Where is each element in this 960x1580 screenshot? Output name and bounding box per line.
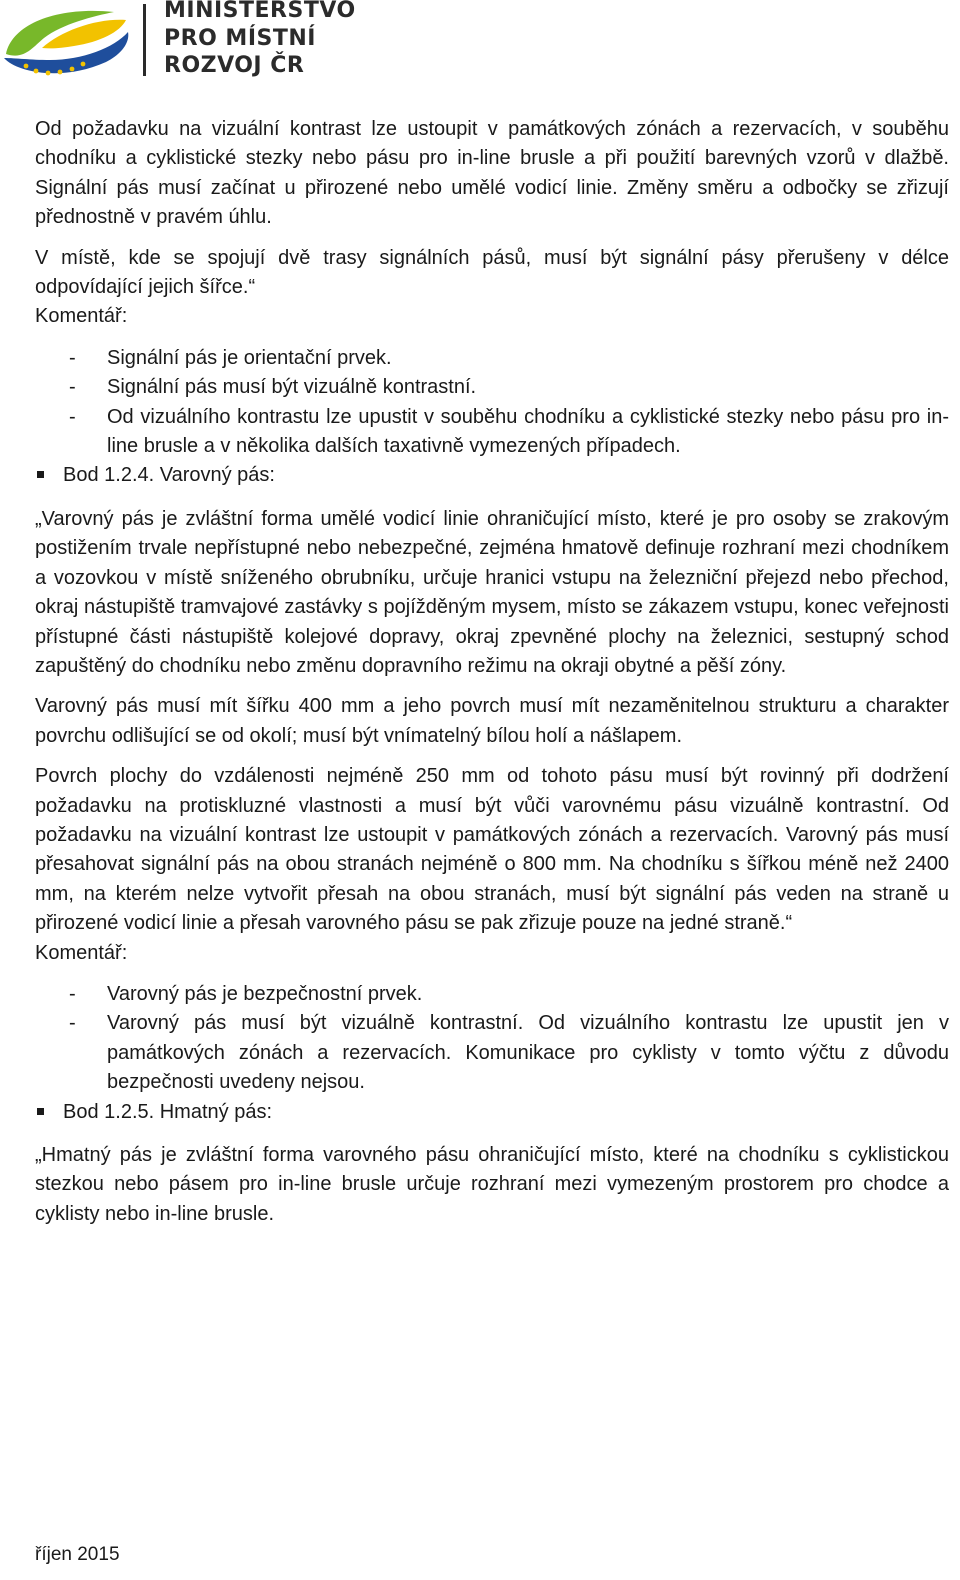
paragraph-warning-strip-surface: Povrch plochy do vzdálenosti nejméně 250 mm od tohoto pásu musí být rovinný při dodržení požadavku na protiskluzné vlastnosti a musí být vůči varovnému pásu vizuálně kontrastní. Od požadavku na vizuální kontrast lze ustoupit v památkových zónách a rezervacích. Varovný pás musí přesahovat signální pás na obou stranách nejméně o 800 mm. Na chodníku s šířkou méně než 2400 mm, na kterém nelze vytvořit přesah na obou stranách, musí být signální pás veden na straně u přirozené vodicí linie a přesah varovného pásu se pak zřizuje pouze na jedné straně.“	[35, 765, 949, 935]
comment-item: - Signální pás je orientační prvek.	[69, 346, 392, 369]
ministry-logo-text	[164, 0, 424, 80]
comment-item-text: Signální pás musí být vizuálně kontrastní.	[107, 376, 477, 399]
paragraph-tactile-strip-definition: „Hmatný pás je zvláštní forma varovného pásu ohraničující místo, které na chodníku s cyklistickou stezkou nebo pásem pro in-line brusle určuje rozhraní mezi vymezeným prostorem pro chodce a cyklisty nebo in-line brusle.	[35, 1144, 949, 1225]
ministry-logo-emblem	[2, 2, 132, 80]
comment-item-text: Varovný pás musí být vizuálně kontrastní. Od vizuálního kontrastu lze upustit jen v památkových zónách a rezervacích. Komunikace pro cyklisty v tomto výčtu z důvodu bezpečnosti uvedeny nejsou.	[107, 1012, 949, 1094]
paragraph-signal-strip-junction: V místě, kde se spojují dvě trasy signálních pásů, musí být signální pásy přerušeny v délce odpovídající jejich šířce.“	[35, 246, 949, 299]
comment-heading: Komentář:	[35, 941, 128, 964]
section-heading-warning-strip	[35, 461, 949, 490]
comment-list	[35, 344, 949, 462]
square-bullet-icon	[37, 1108, 44, 1115]
comment-item: - Signální pás musí být vizuálně kontrastní.	[69, 376, 477, 399]
comment-item: - Od vizuálního kontrastu lze upustit v souběhu chodníku a cyklistické stezky nebo pásu pro in-line brusle a v několika dalších taxativně vymezených případech.	[69, 405, 949, 458]
document-body	[35, 115, 949, 1229]
comment-item-text: Signální pás je orientační prvek.	[107, 346, 392, 369]
square-bullet-icon	[37, 471, 44, 478]
footer-date: říjen 2015	[35, 1544, 120, 1565]
logo-line-3: ROZVOJ ČR	[164, 53, 305, 78]
comment-item: - Varovný pás musí být vizuálně kontrastní. Od vizuálního kontrastu lze upustit jen v památkových zónách a rezervacích. Komunikace pro cyklisty v tomto výčtu z důvodu bezpečnosti uvedeny nejsou.	[69, 1012, 949, 1094]
comment-item-text: Od vizuálního kontrastu lze upustit v souběhu chodníku a cyklistické stezky nebo pásu pro in-line brusle a v několika dalších taxativně vymezených případech.	[107, 405, 949, 458]
section-heading-text: Bod 1.2.4. Varovný pás:	[63, 464, 275, 487]
comment-list	[35, 980, 949, 1098]
comment-item: - Varovný pás je bezpečnostní prvek.	[69, 982, 423, 1005]
comment-item-text: Varovný pás je bezpečnostní prvek.	[107, 982, 423, 1005]
paragraph-warning-strip-definition: „Varovný pás je zvláštní forma umělé vodicí linie ohraničující místo, které je pro osoby se zrakovým postižením trvale nepřístupné nebo nebezpečné, zejména hmatově definuje rozhraní mezi chodníkem a vozovkou v místě sníženého obrubníku, určuje hranici vstupu na železniční přejezd nebo přechod, okraj nástupiště tramvajové zastávky s pojížděným mysem, místo se zákazem vstupu, konec veřejnosti přístupné části nástupiště kolejové dopravy, okraj zpevněné plochy na železnici, sestupný schod zapuštěný do chodníku nebo změnu dopravního režimu na okraji obytné a pěší zóny.	[35, 507, 949, 677]
logo-line-1: MINISTERSTVO	[164, 0, 356, 23]
logo-divider	[143, 4, 146, 76]
section-heading-text: Bod 1.2.5. Hmatný pás:	[63, 1100, 273, 1123]
paragraph-signal-strip-contrast: Od požadavku na vizuální kontrast lze ustoupit v památkových zónách a rezervacích, v souběhu chodníku a cyklistické stezky nebo pásu pro in-line brusle a při použití barevných vzorů v dlažbě. Signální pás musí začínat u přirozené nebo umělé vodicí linie. Změny směru a odbočky se zřizují přednostně v pravém úhlu.	[35, 118, 949, 229]
paragraph-warning-strip-width: Varovný pás musí mít šířku 400 mm a jeho povrch musí mít nezaměnitelnou strukturu a charakter povrchu odlišující se od okolí; musí být vnímatelný bílou holí a nášlapem.	[35, 695, 949, 747]
page-header	[0, 0, 960, 90]
comment-heading: Komentář:	[35, 305, 128, 328]
section-heading-tactile-strip	[35, 1098, 949, 1127]
logo-line-2: PRO MÍSTNÍ	[164, 25, 316, 51]
